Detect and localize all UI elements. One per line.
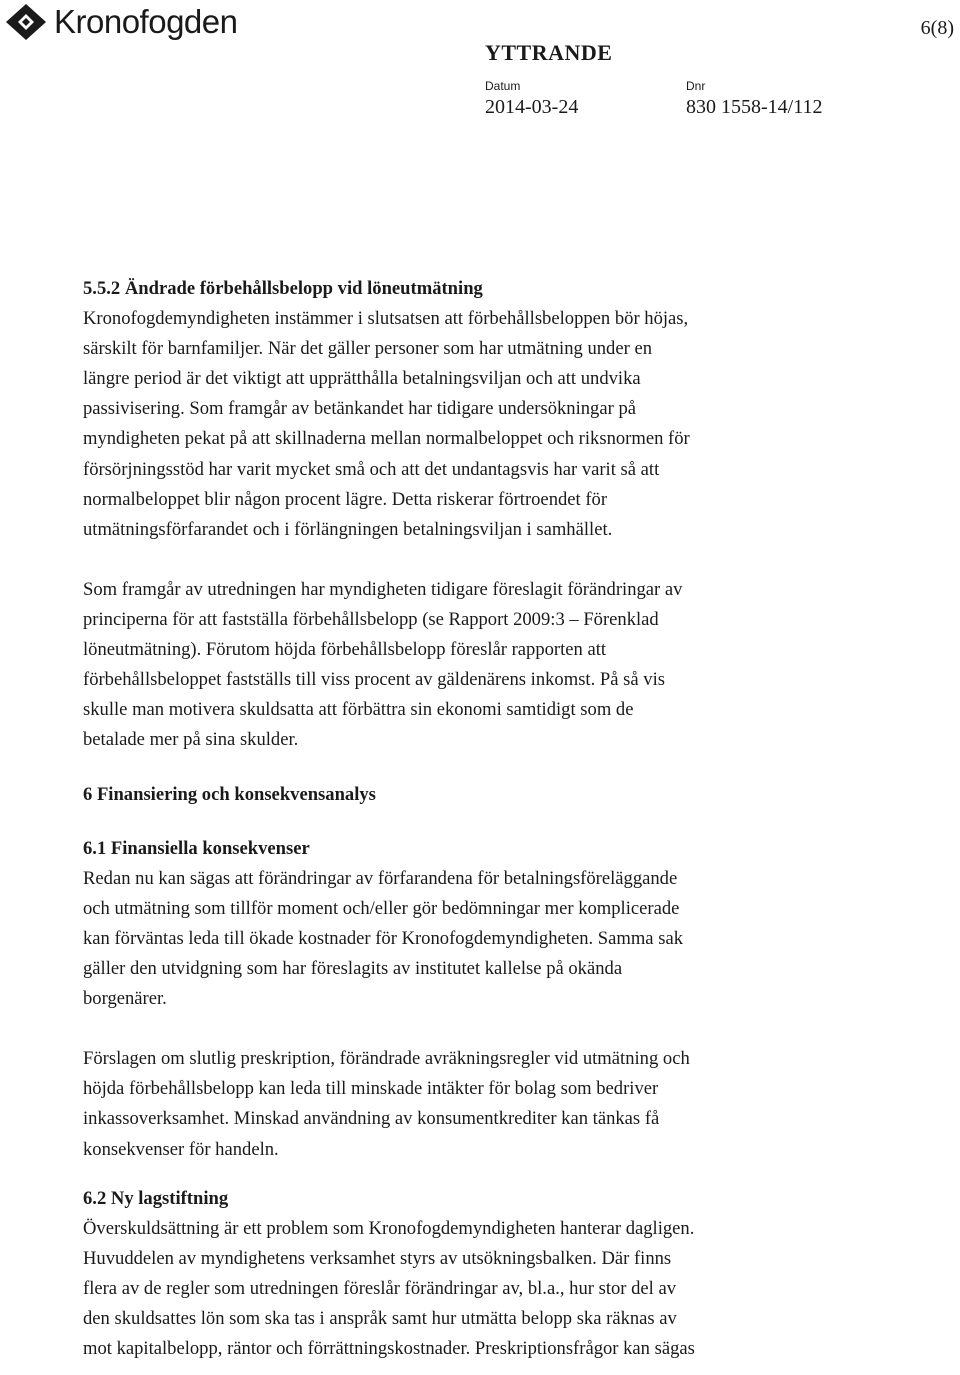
text-line: och utmätning som tillför moment och/eller gör bedömningar mer komplicerade [83,897,680,919]
section-heading-6-1: 6.1 Finansiella konsekvenser [83,837,310,859]
paragraph [83,575,943,756]
text-line: löneutmätning). Förutom höjda förbehållsbelopp föreslår rapporten att [83,639,607,661]
text-line: principerna för att fastställa förbehållsbelopp (se Rapport 2009:3 – Förenklad [83,609,659,631]
paragraph [83,1044,943,1164]
date-label: Datum [485,79,521,93]
text-line: inkassoverksamhet. Minskad användning av konsumentkrediter kan tänkas få [83,1108,660,1130]
page-number: 6(8) [920,17,954,39]
text-line: myndigheten pekat på att skillnaderna mellan normalbeloppet och riksnormen för [83,428,690,450]
date-value: 2014-03-24 [485,96,579,118]
paragraph [83,304,943,545]
text-line: särskilt för barnfamiljer. När det gäller personer som har utmätning under en [83,338,652,360]
kronofogden-logo-icon [4,2,48,42]
text-line: Förslagen om slutlig preskription, förändrade avräkningsregler vid utmätning och [83,1048,690,1070]
reference-label: Dnr [686,79,706,93]
text-line: Överskuldsättning är ett problem som Kronofogdemyndigheten hanterar dagligen. [83,1217,695,1239]
text-line: konsekvenser för handeln. [83,1138,279,1160]
text-line: betalade mer på sina skulder. [83,729,299,751]
text-line: mot kapitalbelopp, räntor och förrättningskostnader. Preskriptionsfrågor kan sägas [83,1338,695,1360]
text-line: utmätningsförfarandet och i förlängningen betalningsviljan i samhället. [83,518,613,540]
section-heading-6: 6 Finansiering och konsekvensanalys [83,783,376,805]
document-type: YTTRANDE [485,40,613,65]
paragraph [83,864,943,1014]
reference-value: 830 1558-14/112 [686,96,823,118]
text-line: flera av de regler som utredningen föreslår förändringar av, bl.a., hur stor del av [83,1277,677,1299]
text-line: normalbeloppet blir någon procent lägre. Detta riskerar förtroendet för [83,488,608,510]
text-line: skulle man motivera skuldsatta att förbättra sin ekonomi samtidigt som de [83,699,634,721]
text-line: Redan nu kan sägas att förändringar av förfarandena för betalningsföreläggande [83,867,678,889]
text-line: kan förväntas leda till ökade kostnader för Kronofogdemyndigheten. Samma sak [83,927,683,949]
text-line: höjda förbehållsbelopp kan leda till minskade intäkter för bolag som bedriver [83,1078,659,1100]
document-body [83,274,943,1364]
section-heading-5-5-2: 5.5.2 Ändrade förbehållsbelopp vid löneutmätning [83,278,483,299]
logo-text: Kronofogden [54,3,238,40]
text-line: Kronofogdemyndigheten instämmer i slutsatsen att förbehållsbeloppen bör höjas, [83,308,689,330]
text-line: borgenärer. [83,988,167,1010]
text-line: den skuldsattes lön som ska tas i anspråk samt hur utmätta belopp ska räknas av [83,1308,677,1329]
text-line: passivisering. Som framgår av betänkandet har tidigare undersökningar på [83,398,636,420]
paragraph [83,1214,943,1364]
text-line: förbehållsbeloppet fastställs till viss procent av gäldenärens inkomst. På så vis [83,669,665,691]
text-line: gäller den utvidgning som har föreslagits av institutet kallelse på okända [83,957,623,979]
logo [4,2,238,42]
text-line: försörjningsstöd har varit mycket små och att det undantagsvis har varit så att [83,458,660,480]
section-heading-6-2: 6.2 Ny lagstiftning [83,1187,229,1209]
text-line: Som framgår av utredningen har myndigheten tidigare föreslagit förändringar av [83,578,683,600]
text-line: Huvuddelen av myndighetens verksamhet styrs av utsökningsbalken. Där finns [83,1247,672,1269]
text-line: längre period är det viktigt att upprätthålla betalningsviljan och att undvika [83,368,641,390]
